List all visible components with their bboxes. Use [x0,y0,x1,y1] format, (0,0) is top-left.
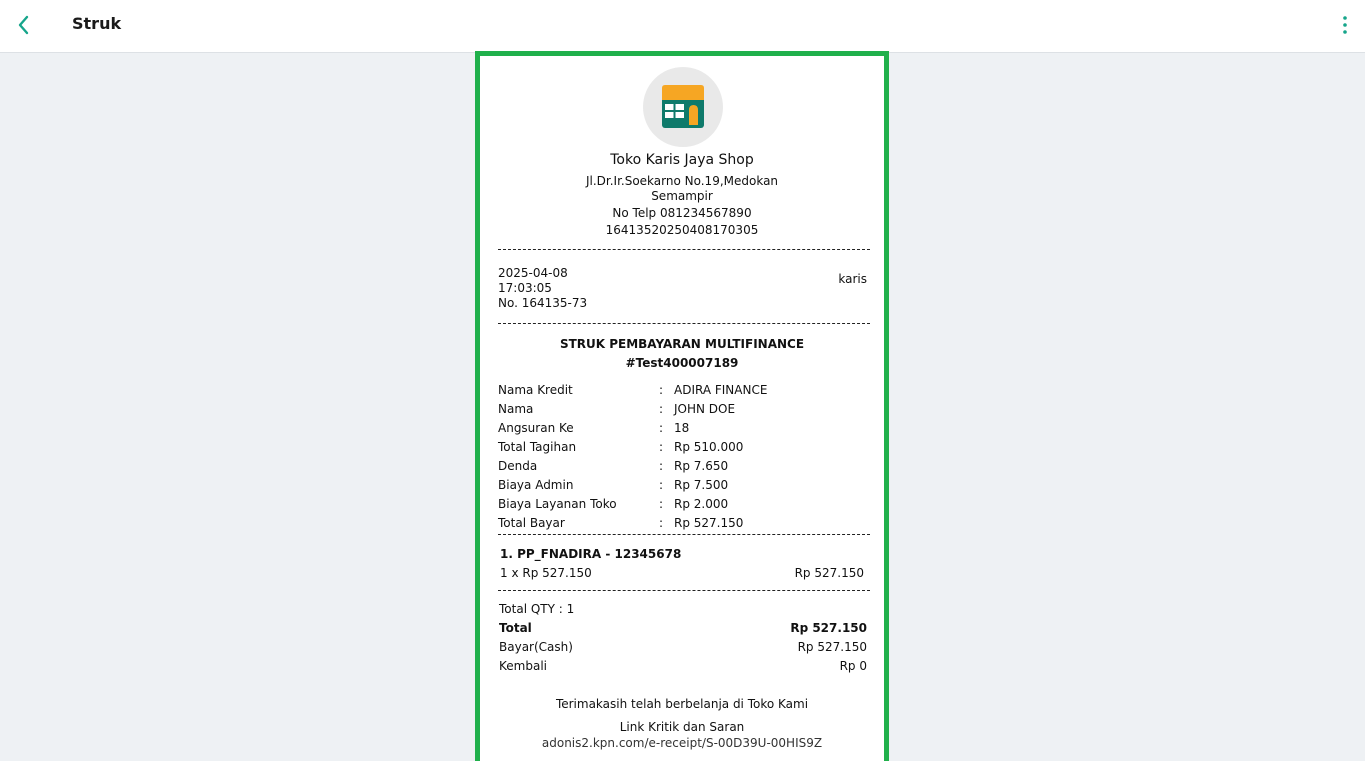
divider [498,249,870,250]
shop-address-line2: Semampir [651,189,713,203]
total-qty-row [499,602,867,621]
detail-value: JOHN DOE [674,402,736,416]
more-vertical-icon [1335,13,1355,39]
paid-row [499,640,867,659]
detail-label: Biaya Admin [498,478,574,492]
detail-value: Rp 527.150 [674,516,744,530]
divider [498,534,870,535]
store-icon [661,84,705,130]
detail-separator: : [659,459,664,473]
detail-value: Rp 7.500 [674,478,729,492]
total-qty: Total QTY : 1 [499,602,575,616]
detail-label: Biaya Layanan Toko [498,497,617,511]
detail-value: 18 [674,421,690,435]
divider [498,323,870,324]
thank-you-note: Terimakasih telah berbelanja di Toko Kami [555,697,809,711]
transaction-time: 17:03:05 [498,281,552,295]
change-label: Kembali [499,659,547,673]
detail-label: Total Bayar [498,516,565,530]
detail-row [498,383,870,402]
receipt-heading: STRUK PEMBAYARAN MULTIFINANCE [559,337,805,351]
transaction-number: No. 164135-73 [498,296,588,310]
page-title: Struk [72,14,122,33]
total-label: Total [499,621,532,635]
detail-row [498,402,870,421]
transaction-date: 2025-04-08 [498,266,568,280]
more-menu-button[interactable] [1335,13,1355,39]
feedback-link[interactable]: adonis2.kpn.com/e-receipt/S-00D39U-00HIS9Z [541,736,823,750]
detail-separator: : [659,383,664,397]
total-row [499,621,867,640]
item-qty-price: 1 x Rp 527.150 [500,566,592,580]
detail-label: Nama Kredit [498,383,573,397]
detail-separator: : [659,402,664,416]
item-subtotal: Rp 527.150 [794,566,864,580]
shop-logo [643,67,723,147]
detail-separator: : [659,421,664,435]
detail-value: ADIRA FINANCE [674,383,768,397]
paid-label: Bayar(Cash) [499,640,573,654]
detail-row [498,421,870,440]
detail-label: Denda [498,459,538,473]
change-value: Rp 0 [839,659,867,673]
chevron-left-icon [12,12,36,38]
shop-code: 16413520250408170305 [605,223,759,237]
detail-label: Nama [498,402,534,416]
detail-value: Rp 2.000 [674,497,729,511]
cashier-name: karis [838,272,867,286]
detail-row [498,516,870,535]
receipt-reference: #Test400007189 [625,356,739,370]
detail-label: Angsuran Ke [498,421,574,435]
back-button[interactable] [12,12,36,38]
detail-separator: : [659,497,664,511]
divider [498,590,870,591]
detail-separator: : [659,516,664,530]
detail-row [498,459,870,478]
detail-value: Rp 7.650 [674,459,729,473]
shop-address-line1: Jl.Dr.Ir.Soekarno No.19,Medokan [585,174,779,188]
paid-value: Rp 527.150 [797,640,867,654]
detail-row [498,497,870,516]
total-value: Rp 527.150 [790,621,867,635]
shop-phone: No Telp 081234567890 [612,206,752,220]
detail-separator: : [659,478,664,492]
shop-name: Toko Karis Jaya Shop [610,152,754,168]
detail-separator: : [659,440,664,454]
detail-row [498,478,870,497]
change-row [499,659,867,678]
detail-label: Total Tagihan [498,440,577,454]
receipt-panel [475,51,889,761]
detail-value: Rp 510.000 [674,440,744,454]
app-header [0,0,1365,53]
detail-row [498,440,870,459]
feedback-link-title: Link Kritik dan Saran [619,720,745,734]
item-name: 1. PP_FNADIRA - 12345678 [500,547,682,561]
